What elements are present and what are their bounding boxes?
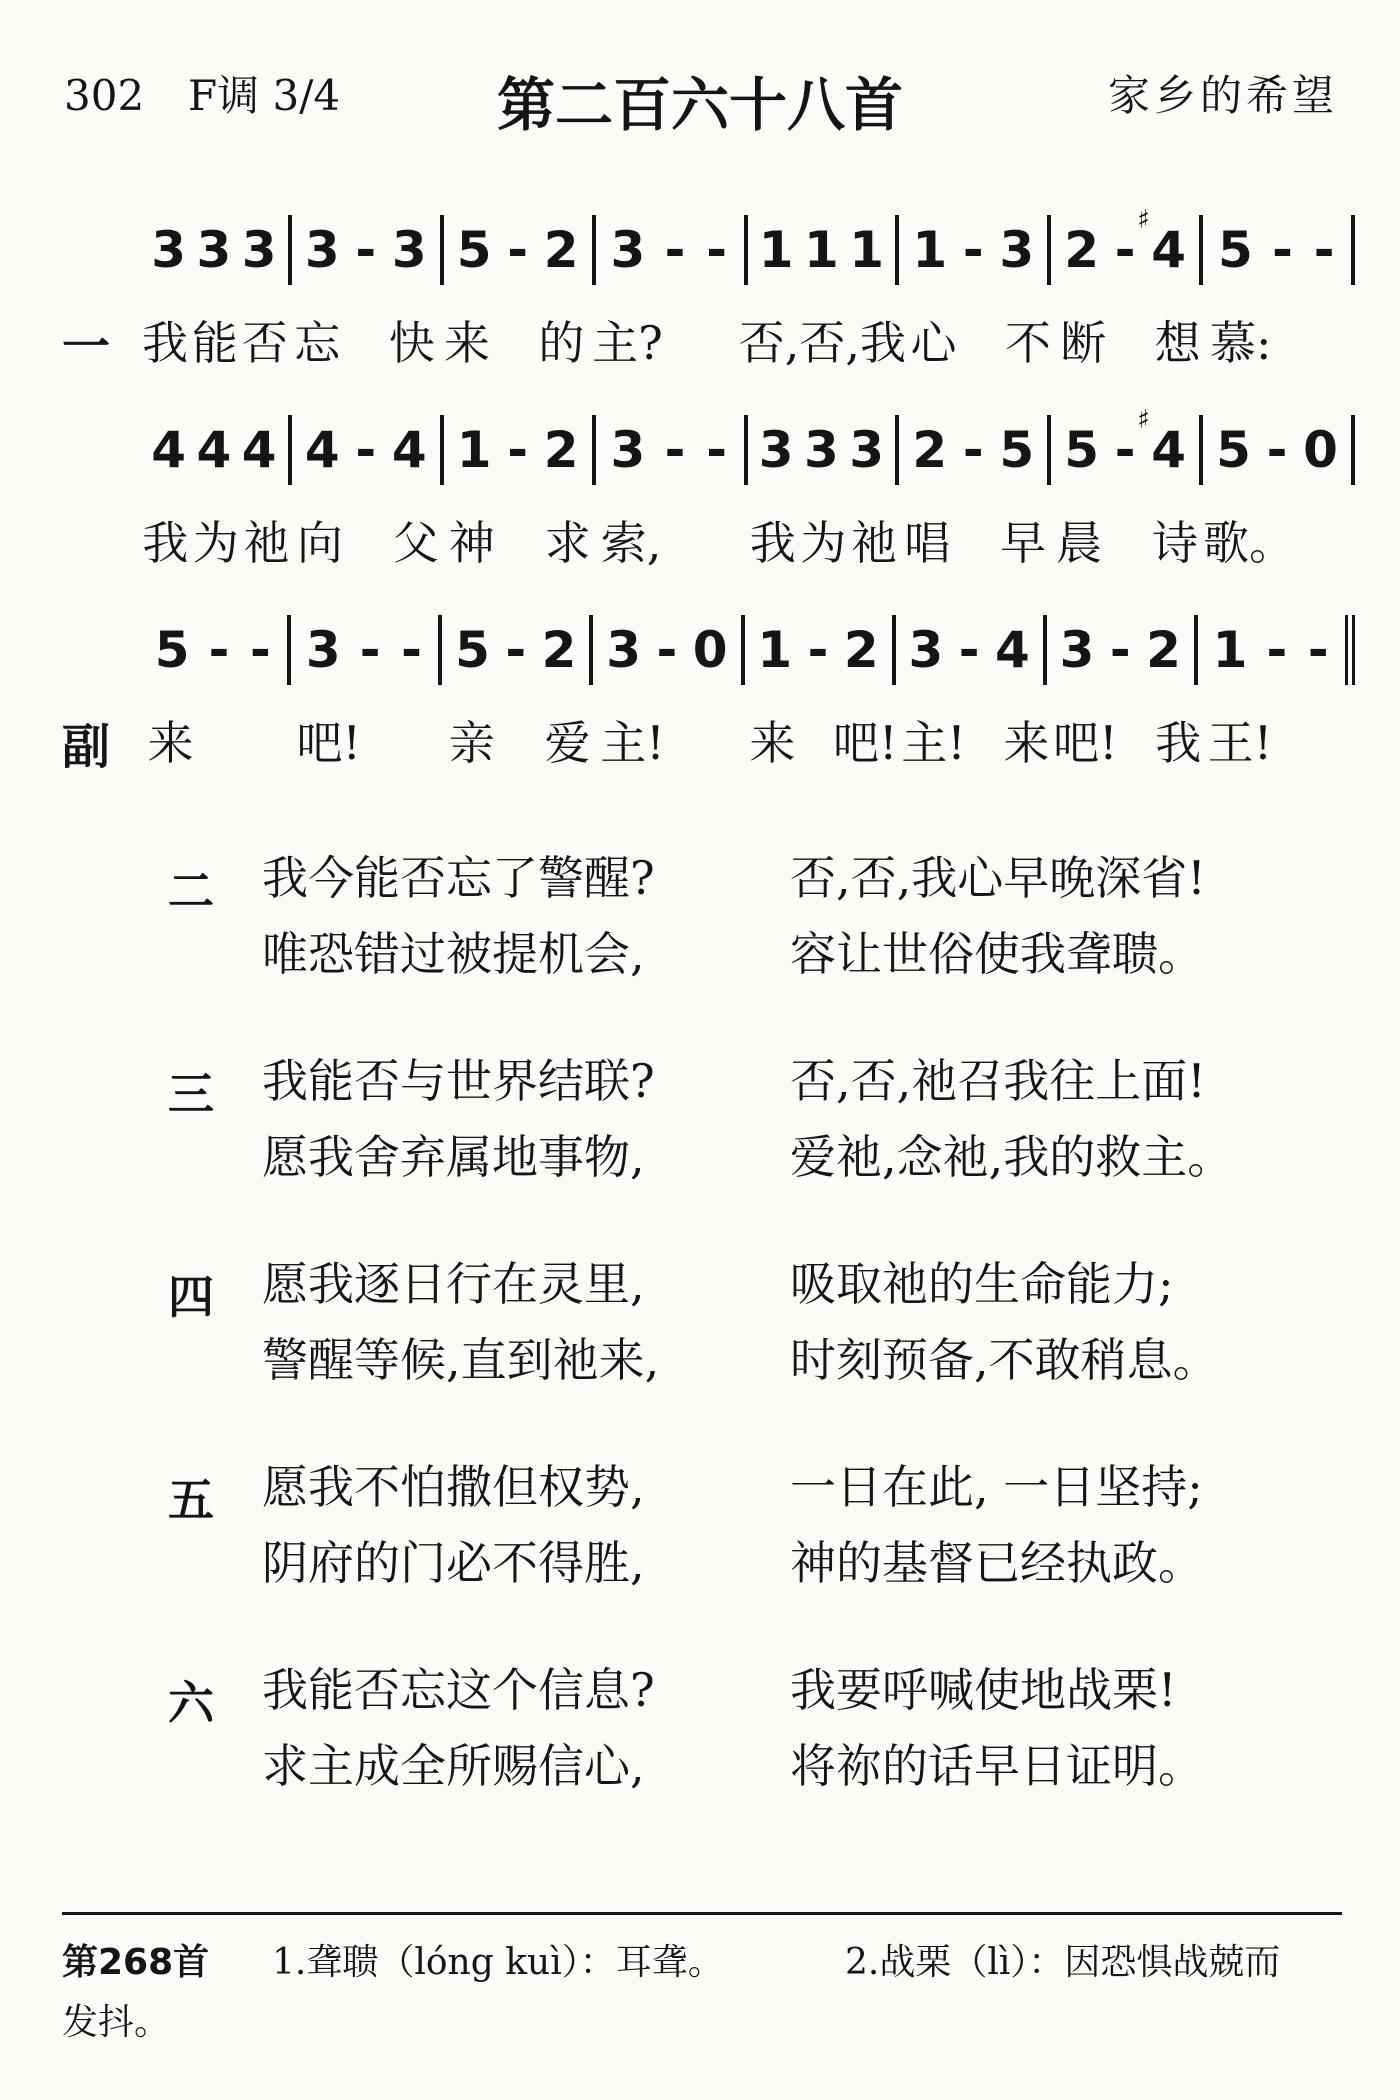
lyric-measure xyxy=(1203,710,1355,770)
verse-line: 愿我不怕撒但权势, xyxy=(262,1460,645,1514)
footnote-hymn-ref: 第268首 xyxy=(62,1942,210,1983)
note: 5 xyxy=(456,221,492,279)
hymn-subtitle: 家乡的希望 xyxy=(1107,71,1338,120)
lyric-syllable: 心 xyxy=(910,316,957,370)
lyric-syllable: 爱 xyxy=(544,716,591,770)
lyric-measure xyxy=(906,310,1056,370)
note: - xyxy=(1313,221,1335,279)
measure xyxy=(596,415,748,485)
lyrics-row xyxy=(140,710,1355,770)
lyric-syllable: 为 xyxy=(192,516,239,570)
lyric-measure xyxy=(292,510,444,570)
measure xyxy=(1198,615,1355,685)
system-label: 一 xyxy=(62,319,111,375)
note: 1 xyxy=(804,221,839,279)
measure xyxy=(745,615,896,685)
notation-row xyxy=(140,615,1355,685)
measure xyxy=(1203,215,1355,285)
key-time-signature: F调 3/4 xyxy=(188,71,341,120)
lyric-syllable: 歌。 xyxy=(1203,516,1296,570)
note: 0 xyxy=(1303,421,1338,479)
note: ♯ 4 xyxy=(1137,405,1187,479)
system-label: 副 xyxy=(62,719,111,775)
note: - xyxy=(1114,221,1136,279)
note: - xyxy=(958,621,980,679)
note: 3 xyxy=(849,421,885,479)
measure xyxy=(292,215,444,285)
lyric-syllable: 断 xyxy=(1060,316,1107,370)
verse-line: 警醒等候,直到祂来, xyxy=(262,1333,660,1387)
lyric-syllable: 来 xyxy=(1003,716,1050,770)
lyric-measure xyxy=(444,510,596,570)
verse-line: 我今能否忘了警醒? xyxy=(262,851,655,905)
verse-number: 四 xyxy=(168,1270,214,1324)
note: ♯ 4 xyxy=(1137,205,1187,279)
note: 3 xyxy=(606,621,642,679)
sharp-accidental: ♯ xyxy=(1137,205,1150,235)
note: - xyxy=(1272,221,1293,279)
note: 5 xyxy=(1217,221,1253,279)
lyric-syllable: 主! xyxy=(901,716,966,770)
measure xyxy=(444,415,596,485)
footnote-2-continued: 发抖。 xyxy=(62,2002,171,2043)
note: 3 xyxy=(610,421,646,479)
lyric-syllable: 王! xyxy=(1207,716,1273,770)
verse-line: 将祢的话早日证明。 xyxy=(790,1739,1204,1793)
lyric-measure xyxy=(439,310,589,370)
lyric-syllable: 快 xyxy=(388,316,435,370)
measure xyxy=(896,615,1047,685)
lyric-syllable: 来 xyxy=(749,716,796,770)
verse-line: 吸取祂的生命能力; xyxy=(790,1257,1174,1311)
lyric-syllable: 否, xyxy=(799,316,860,370)
note: - xyxy=(706,221,728,279)
lyric-syllable: 诗 xyxy=(1152,516,1199,570)
lyric-syllable: 来 xyxy=(147,716,194,770)
lyric-syllable: 唱 xyxy=(904,516,951,570)
notation-row xyxy=(140,405,1355,485)
lyric-syllable: 主! xyxy=(600,716,665,770)
lyric-syllable: 为 xyxy=(800,516,847,570)
measure xyxy=(444,215,596,285)
verse-line: 愿我舍弃属地事物, xyxy=(262,1130,645,1184)
lyric-syllable: 我 xyxy=(859,316,906,370)
verse-number: 六 xyxy=(168,1676,214,1730)
note: - xyxy=(1307,621,1329,679)
lyric-measure xyxy=(596,710,748,770)
lyric-syllable: 否, xyxy=(738,316,800,370)
lyric-syllable: 我 xyxy=(142,516,189,570)
lyric-measure xyxy=(290,310,440,370)
measure xyxy=(1051,205,1203,285)
footnote-1: 1.聋聩（lóng kuì）：耳聋。 xyxy=(272,1942,724,1983)
note: 3 xyxy=(304,221,340,279)
verse-line: 容让世俗使我聋聩。 xyxy=(790,927,1204,981)
footnote-2: 2.战栗（lì）：因恐惧战兢而 xyxy=(845,1942,1281,1983)
note: 1 xyxy=(456,421,492,479)
note: 2 xyxy=(1064,221,1100,279)
measure xyxy=(899,415,1051,485)
note: 4 xyxy=(151,421,187,479)
lyric-measure xyxy=(1051,710,1203,770)
note: 4 xyxy=(241,421,277,479)
measure xyxy=(140,215,292,285)
note: - xyxy=(706,421,728,479)
lyric-syllable: 想 xyxy=(1154,316,1201,370)
measure xyxy=(1051,405,1203,485)
note: - xyxy=(664,421,686,479)
lyric-measure xyxy=(292,710,444,770)
lyric-syllable: 主? xyxy=(592,316,663,370)
lyric-syllable: 我 xyxy=(141,316,188,370)
lyric-measure xyxy=(589,310,739,370)
lyric-measure xyxy=(1051,510,1203,570)
lyric-syllable: 求 xyxy=(544,516,591,570)
note: - xyxy=(507,221,529,279)
verse-line: 愿我逐日行在灵里, xyxy=(262,1257,645,1311)
verse-number: 二 xyxy=(168,864,214,918)
measure xyxy=(291,615,442,685)
measure xyxy=(292,415,444,485)
note: 3 xyxy=(999,221,1035,279)
note: 4 xyxy=(304,421,340,479)
lyric-measure xyxy=(596,510,748,570)
note: 5 xyxy=(999,421,1035,479)
lyric-measure xyxy=(747,510,899,570)
lyric-syllable: 不 xyxy=(1004,316,1051,370)
lyric-syllable: 的 xyxy=(538,316,585,370)
note: - xyxy=(401,621,422,679)
lyric-measure xyxy=(1205,310,1355,370)
note: 3 xyxy=(758,421,794,479)
note: 3 xyxy=(151,221,187,279)
note: - xyxy=(208,621,230,679)
verse-line: 神的基督已经执政。 xyxy=(790,1536,1204,1590)
measure xyxy=(1047,615,1198,685)
measure xyxy=(899,215,1051,285)
verse-line: 求主成全所赐信心, xyxy=(262,1739,645,1793)
note: 3 xyxy=(241,221,277,279)
note: 3 xyxy=(908,621,944,679)
note: 5 xyxy=(455,621,490,679)
lyric-syllable: 慕: xyxy=(1209,316,1272,370)
note: - xyxy=(359,621,381,679)
note: 1 xyxy=(758,221,794,279)
hymn-title: 第二百六十八首 xyxy=(496,71,903,139)
verse-line: 否,否,祂召我往上面! xyxy=(790,1054,1206,1108)
note: 2 xyxy=(543,221,579,279)
lyric-syllable: 神 xyxy=(448,516,495,570)
lyric-measure xyxy=(748,710,900,770)
lyric-syllable: 向 xyxy=(296,516,343,570)
note: 1 xyxy=(849,221,885,279)
verse-line: 我要呼喊使地战栗! xyxy=(790,1663,1177,1717)
note: - xyxy=(807,621,829,679)
note: 4 xyxy=(995,621,1030,679)
lyric-syllable: 祂 xyxy=(850,516,897,570)
note: 2 xyxy=(541,621,577,679)
measure xyxy=(442,615,593,685)
note: 2 xyxy=(912,421,948,479)
lyric-syllable: 能 xyxy=(191,316,238,370)
note: - xyxy=(507,421,529,479)
lyric-syllable: 索, xyxy=(600,516,662,570)
note: - xyxy=(664,221,686,279)
note: - xyxy=(962,221,984,279)
lyric-measure xyxy=(1056,310,1206,370)
lyric-syllable: 忘 xyxy=(294,316,341,370)
note: 3 xyxy=(1059,621,1095,679)
note: 2 xyxy=(1146,621,1181,679)
measure xyxy=(140,415,292,485)
verse-number: 五 xyxy=(168,1473,214,1527)
measure xyxy=(748,215,900,285)
note: - xyxy=(1114,421,1136,479)
sharp-accidental: ♯ xyxy=(1137,405,1150,435)
note: 0 xyxy=(692,621,728,679)
lyric-measure xyxy=(444,710,596,770)
lyric-measure xyxy=(1203,510,1355,570)
measure xyxy=(596,215,748,285)
note: 2 xyxy=(543,421,579,479)
note: 4 xyxy=(391,421,427,479)
note: - xyxy=(1266,621,1288,679)
note: 3 xyxy=(610,221,646,279)
lyric-measure xyxy=(899,710,1051,770)
note: - xyxy=(250,621,271,679)
note: - xyxy=(355,221,377,279)
note: - xyxy=(1266,421,1288,479)
lyric-syllable: 早 xyxy=(1000,516,1047,570)
verse-line: 唯恐错过被提机会, xyxy=(262,927,645,981)
page-number: 302 xyxy=(64,71,145,120)
verse-line: 时刻预备,不敢稍息。 xyxy=(790,1333,1219,1387)
note: - xyxy=(1109,621,1131,679)
lyric-syllable: 父 xyxy=(392,516,439,570)
lyric-syllable: 来 xyxy=(443,316,490,370)
note: - xyxy=(656,621,678,679)
lyric-measure xyxy=(140,710,292,770)
verse-line: 阴府的门必不得胜, xyxy=(262,1536,645,1590)
verse-line: 我能否与世界结联? xyxy=(262,1054,655,1108)
lyric-syllable: 否 xyxy=(241,316,288,370)
lyric-syllable: 亲 xyxy=(448,716,495,770)
lyric-syllable: 吧! xyxy=(1053,716,1118,770)
note: 3 xyxy=(196,221,232,279)
note: - xyxy=(505,621,527,679)
note: 1 xyxy=(757,621,793,679)
note: 5 xyxy=(1216,421,1251,479)
verse-number: 三 xyxy=(168,1067,214,1121)
lyric-measure xyxy=(739,310,906,370)
note: - xyxy=(355,421,377,479)
measure xyxy=(1203,415,1355,485)
lyric-syllable: 晨 xyxy=(1056,516,1103,570)
lyric-syllable: 祂 xyxy=(243,516,290,570)
lyric-measure xyxy=(140,310,290,370)
note: 3 xyxy=(804,421,839,479)
measure xyxy=(748,415,900,485)
lyric-syllable: 吧! xyxy=(832,716,898,770)
note: 2 xyxy=(843,621,879,679)
note: 5 xyxy=(154,621,190,679)
verse-line: 否,否,我心早晚深省! xyxy=(790,851,1206,905)
note: 3 xyxy=(305,621,341,679)
verse-line: 爱祂,念祂,我的救主。 xyxy=(790,1130,1234,1184)
note: 4 xyxy=(196,421,232,479)
lyric-syllable: 吧! xyxy=(296,716,361,770)
notation-row xyxy=(140,205,1355,285)
note: 1 xyxy=(1212,621,1248,679)
lyrics-row xyxy=(140,310,1355,370)
measure xyxy=(593,615,744,685)
verse-line: 我能否忘这个信息? xyxy=(262,1663,655,1717)
lyrics-row xyxy=(140,510,1355,570)
note: - xyxy=(962,421,984,479)
note: 5 xyxy=(1064,421,1100,479)
measure xyxy=(140,615,291,685)
note: 3 xyxy=(391,221,427,279)
lyric-measure xyxy=(140,510,292,570)
lyric-measure xyxy=(899,510,1051,570)
lyric-syllable: 我 xyxy=(1155,716,1202,770)
footnote-divider xyxy=(62,1912,1342,1915)
note: 1 xyxy=(912,221,948,279)
lyric-syllable: 我 xyxy=(749,516,796,570)
verse-line: 一日在此, 一日坚持; xyxy=(790,1460,1203,1514)
